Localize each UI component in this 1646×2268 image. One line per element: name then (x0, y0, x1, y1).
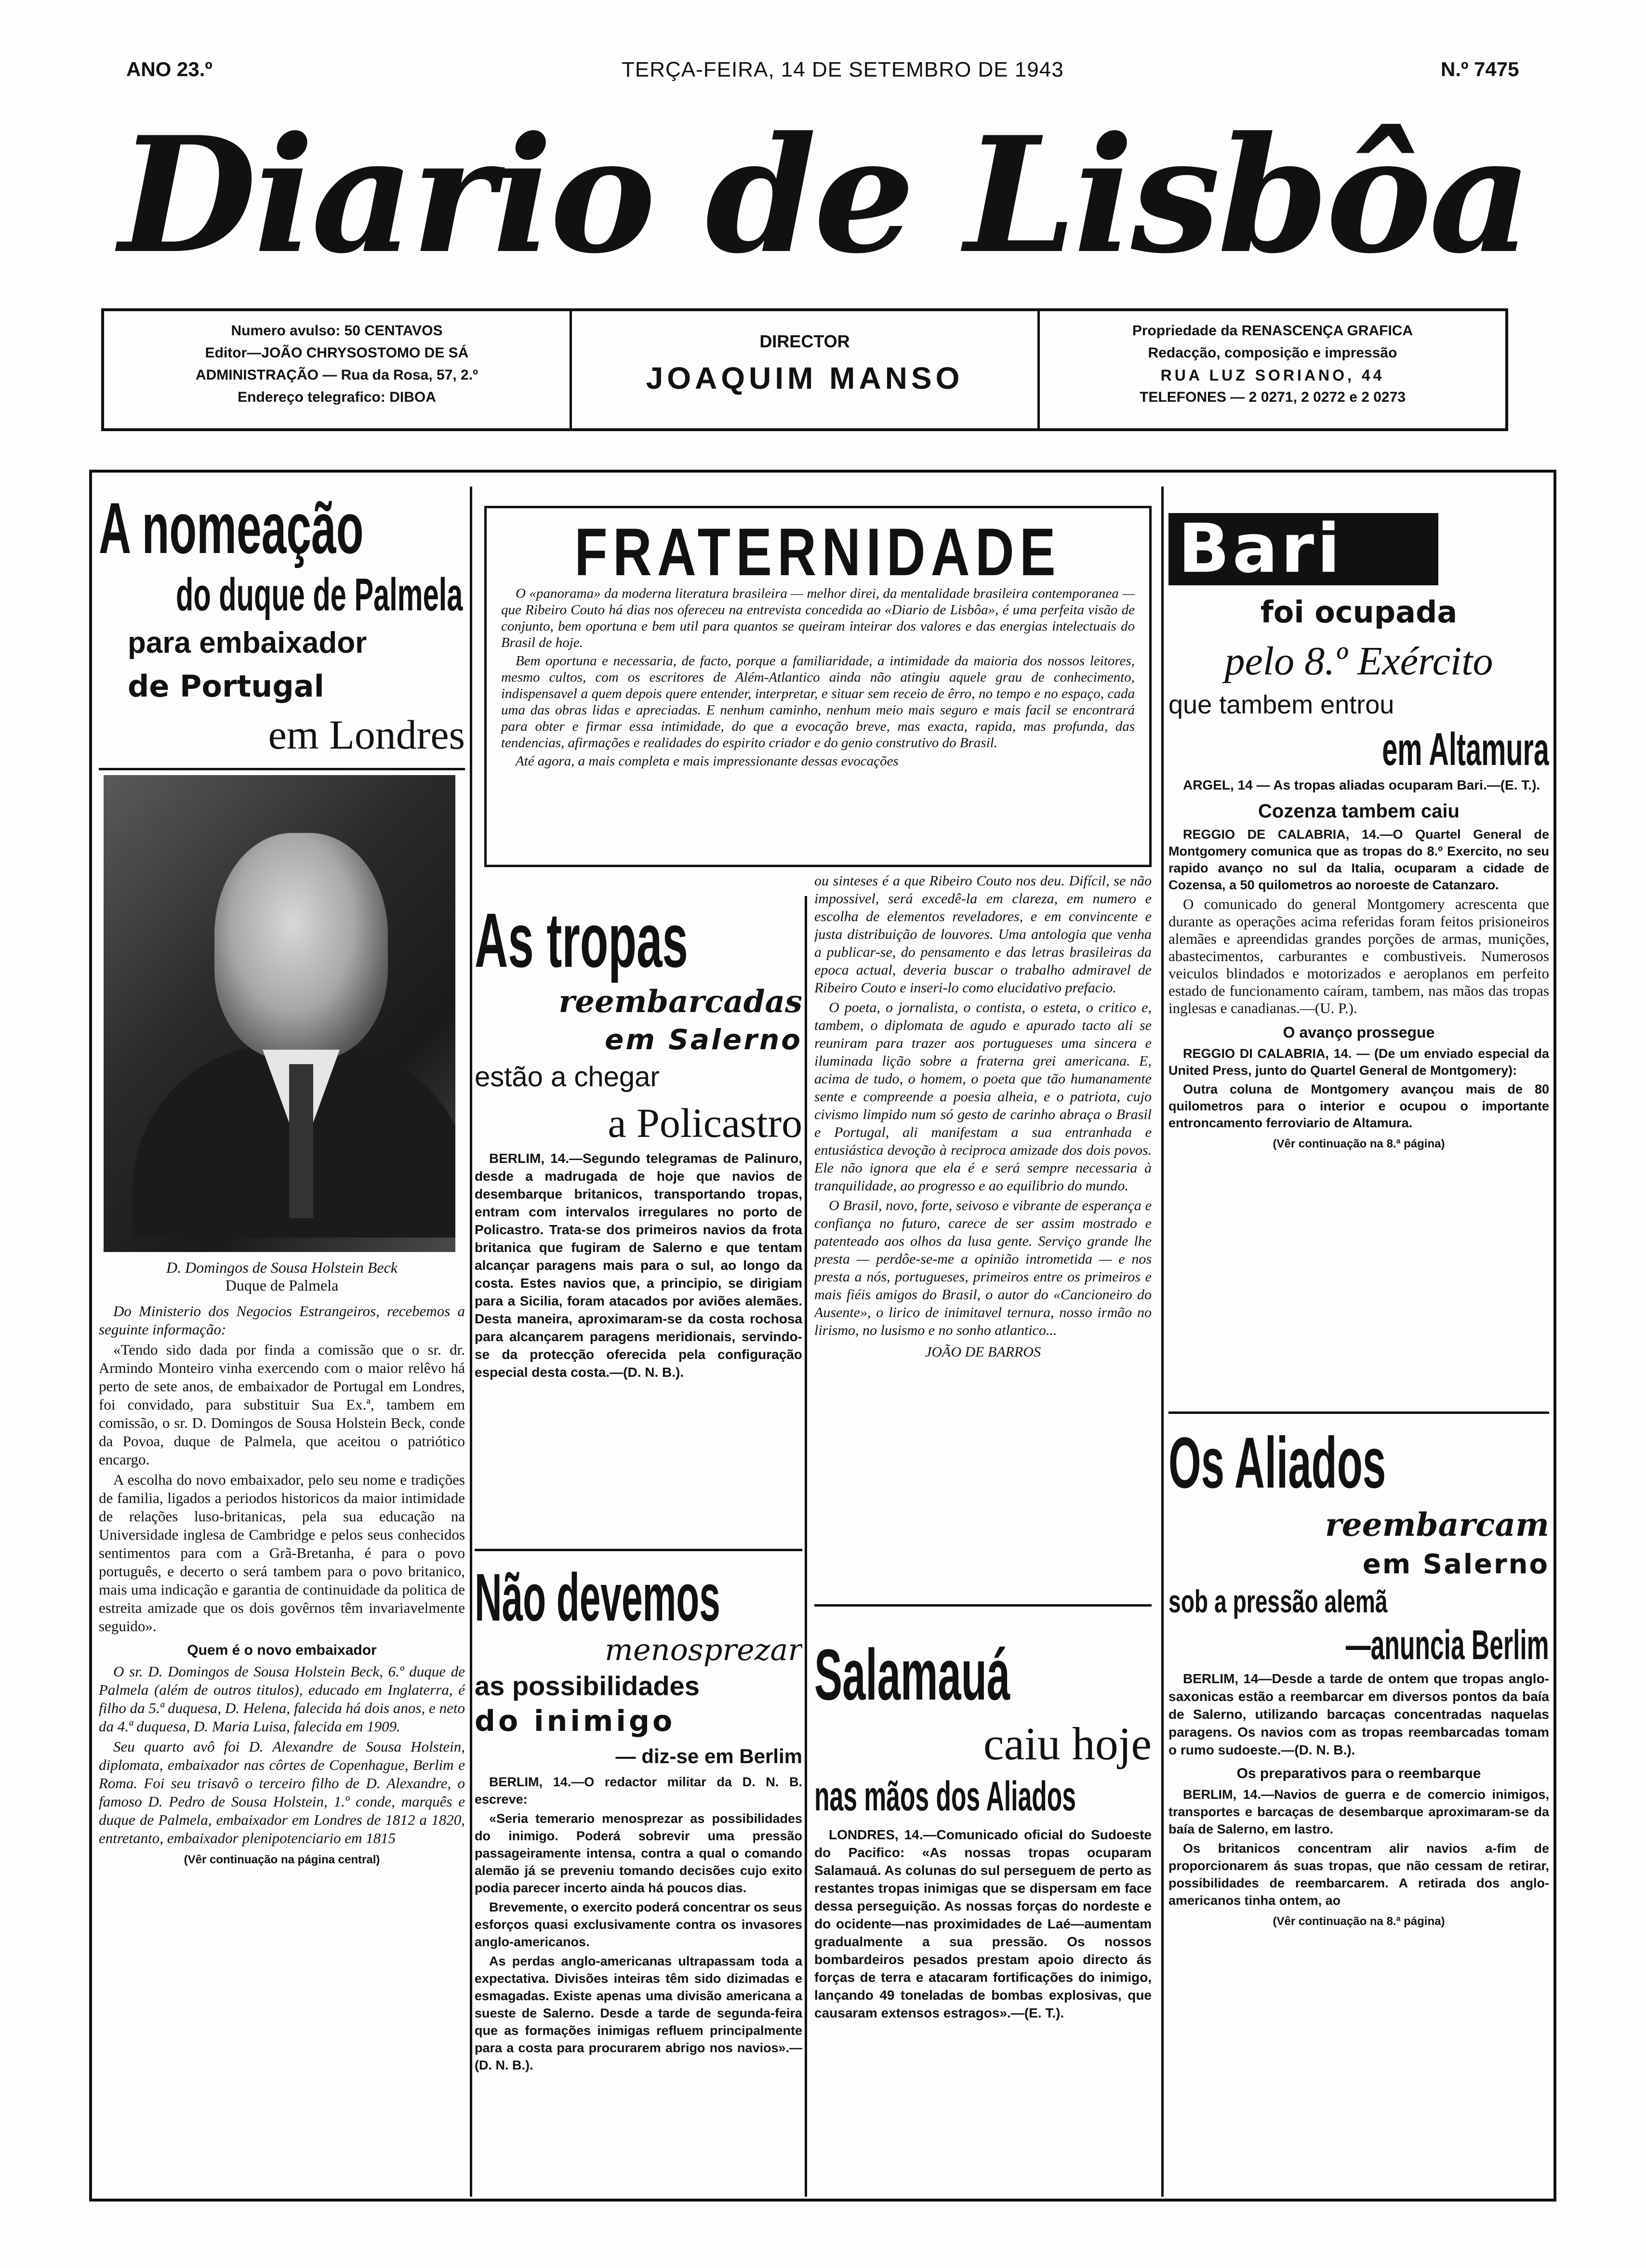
article-bari: Bari foi ocupada pelo 8.º Exército que tambem entrou em Altamura ARGEL, 14 — As tropas aliadas ocuparam Bari.—(E. T.). Cozenza tambem caiu REGGIO DE CALABRIA, 14.—O Quartel General de Montgomery comunica que as tropas do 8.º Exercito, no seu rapido avanço no sul da Italia, ocuparam a cidade de Cozensa, a 50 quilometros ao noroeste de Catanzaro. O comunicado do general Montgomery acrescenta que durante as operações acima referidas foram feitos prisioneiros alemães e apreendidas grandes porções de armas, munições, abastecimentos, carburantes e combustiveis. Numerosos veiculos blindados e motorizados e aeroplanos em perfeito estado de funcionamento caíram, tambem, nas mãos das tropas inglesas e canadianas.—(U. P.). O avanço prossegue REGGIO DI CALABRIA, 14. — (De um enviado especial da United Press, junto do Quartel General de Montgomery): Outra coluna de Montgomery avançou mais de 80 quilometros para o interior e ocupou o importante entroncamento ferroviario de Altamura. (Vêr continuação na 8.ª página) (1168, 510, 1549, 1150)
article-palmela: A nomeação do duque de Palmela para embaixador de Portugal em Londres D. Domingos de Sousa Holstein Beck Duque de Palmela Do Ministerio dos Negocios Estrangeiros, recebemos a seguinte informação: «Tendo sido dada por finda a comissão que o sr. dr. Armindo Monteiro vinha exercendo com o maior relêvo há perto de sete anos, de embaixador de Portugal em Londres, foi convidado, para substituir Sua Ex.ª, tambem em comissão, o sr. D. Domingos de Sousa Holstein Beck, conde da Povoa, duque de Palmela, que aceitou o patriótico encargo. A escolha do novo embaixador, pelo seu nome e tradições de familia, ligados a periodos historicos da maior intimidade de relações luso-britanicas, pela sua educação na Universidade inglesa de Cambridge e pelos seus conhecidos sentimentos para com a Grã-Bretanha, é para o povo português, e decerto o será tambem para o povo britanico, mais uma indicação e garantia de continuidade da politica de estreita amizade que os dois govêrnos têm invariavelmente seguido». Quem é o novo embaixador O sr. D. Domingos de Sousa Holstein Beck, 6.º duque de Palmela (além de outros titulos), educado em Inglaterra, é filho da 5.ª duquesa, D. Helena, falecida há dois anos, e neto da 4.ª duquesa, D. Maria Luisa, falecida em 1909. Seu quarto avô foi D. Alexandre de Sousa Holstein, diplomata, embaixador nas côrtes de Copenhague, Berlim e Roma. Foi seu trisavô o terceiro filho de D. Alexandre, o famoso D. Pedro de Sousa Holstein, 1.º conde, marquês e duque de Palmela, embaixador em Londres de 1812 a 1820, entretanto, embaixador plenipotenciario em 1815 (Vêr continuação na página central) (99, 487, 465, 2192)
headline-aliados-1: Os Aliados (1168, 1422, 1386, 1503)
issue-number: N.º 7475 (1441, 58, 1519, 80)
headline-salamaua-2: caiu hoje (983, 1718, 1152, 1769)
headline-aliados-2: reembarcam (1325, 1506, 1549, 1543)
headline-devemos-5: — diz-se em Berlim (615, 1745, 802, 1767)
subhead-preparativos: Os preparativos para o reembarque (1236, 1766, 1481, 1781)
headline-bari-4: que tambem entrou (1168, 690, 1394, 719)
article-nao-devemos: Não devemos menosprezar as possibilidades do inimigo — diz-se em Berlim BERLIM, 14.—O redactor militar da D. N. B. escreve: «Seria temerario menosprezar as possibilidades do inimigo. Poderá sobrevir uma pressão passageiramente intensa, contra a qual o comando alemão já se preveniu tomando decisões cujo exito podia parecer incerto ainda há poucos dias. Brevemente, o exercito poderá concentrar os seus esforços quasi exclusivamente contra os invasores anglo-americanos. As perdas anglo-americanas ultrapassam toda a expectativa. Divisões inteiras têm sido dizimadas e esmagadas. Existe apenas uma divisão americana a sueste de Salerno. Desde a tarde de segunda-feira que as formações inimigas refluem principalmente para a costa para procurarem abrigo nos navios».—(D. N. B.). (475, 1559, 802, 2072)
headline-palmela-1: A nomeação (99, 488, 364, 568)
headline-devemos-3: as possibilidades (475, 1671, 700, 1701)
subhead-novo-embaixador: Quem é o novo embaixador (187, 1642, 377, 1658)
headline-tropas-4: estão a chegar (475, 1061, 660, 1093)
masthead-title: Diario de Lisbôa (119, 102, 1529, 289)
article-tropas: As tropas reembarcadas em Salerno estão a chegar a Policastro BERLIM, 14.—Segundo telegramas de Palinuro, desde a madrugada de hoje que navios de desembarque britanicos, transportando tropas, entram com intervalos irregulares no porto de Policastro. Trata-se dos primeiros navios da frota britanica que fugiram de Salerno e que tentam alcançar paragens mais para o sul, ao longo da costa. Estes navios que, a principio, se dirigiam para a Sicilia, foram atacados por aviões alemães. Desta maneira, aproximaram-se da costa rochosa para alcançarem paragens meridionais, servindo-se da protecção oferecida pela configuração especial desta costa.—(D. N. B.). (475, 897, 802, 1380)
article-fraternidade: FRATERNIDADE O «panorama» da moderna literatura brasileira — melhor direi, da mentalidade brasileira contemporanea — que Ribeiro Couto há dias nos ofereceu na entrevista concedida ao «Diario de Lisbôa», é uma perfeita visão de conjunto, bem oportuna e bem util para quantos se queiram inteirar dos valores e das energias intelectuais do Brasil de hoje. Bem oportuna e necessaria, de facto, porque a familiaridade, a intimidade da maioria dos nossos leitores, mesmo cultos, com os escritores de Além-Atlantico ainda não atingiu aquele grau de conhecimento, indispensavel a quem depois quere entender, interpretar, e situar sem receio de êrro, no tempo e no espaço, cada uma das obras lidas e apreciadas. E nenhum caminho, nenhum meio mais seguro e mais facil se encontrará para obter e firmar essa intimidade, do que a evocação breve, mas exacta, rapida, mas profunda, das tendencias, afirmações e realidades do espirito criador e do genio construtivo do Brasil. Até agora, a mais completa e mais impressionante dessas evocações (484, 506, 1152, 867)
issue-date: TERÇA-FEIRA, 14 DE SETEMBRO DE 1943 (622, 58, 1064, 81)
photo-caption-2: Duque de Palmela (225, 1277, 339, 1294)
portrait-photo (104, 775, 455, 1252)
headline-bari-3: pelo 8.º Exército (1224, 639, 1493, 684)
headline-aliados-5: —anuncia Berlim (1346, 1622, 1549, 1668)
subhead-avanco: O avanço prossegue (1283, 1024, 1435, 1041)
headline-salamaua-3: nas mãos dos Aliados (814, 1773, 1076, 1820)
headline-devemos-1: Não devemos (475, 1559, 720, 1631)
column-rule (805, 896, 807, 2197)
issue-year: ANO 23.º (126, 58, 212, 80)
headline-devemos-2: menosprezar (605, 1632, 802, 1667)
headline-palmela-3: para embaixador (128, 626, 367, 659)
headline-tropas-1: As tropas (475, 897, 688, 983)
info-right: Propriedade da RENASCENÇA GRAFICA Redacção, composição e impressão RUA LUZ SORIANO, 44 TELEFONES — 2 0271, 2 0272 e 2 0273 (1132, 323, 1413, 405)
continuation-note: (Vêr continuação na 8.ª página) (1273, 1915, 1445, 1928)
info-left: Numero avulso: 50 CENTAVOS Editor—JOÃO CHRYSOSTOMO DE SÁ ADMINISTRAÇÃO — Rua da Rosa, 57, 2.º Endereço telegrafico: DIBOA (104, 311, 572, 428)
article-salamaua: Salamauá caiu hoje nas mãos dos Aliados LONDRES, 14.—Comunicado oficial do Sudoeste do Pacifico: «As nossas tropas ocuparam Salamauá. As colunas do sul perseguem de perto as restantes tropas inimigas que se dispersam em face dessa perseguição. As nossas forças do nordeste e do ocidente—nas proximidades de Laé—aumentam gradualmente a sua pressão. Os nossos bombardeiros pesados prestam apoio directo ás forças de terra e atacaram fortificações do inimigo, lançando 49 toneladas de bombas explosivas, que causaram extensos estragos».—(E. T.). (814, 1634, 1152, 2020)
headline-bari-1: Bari (1168, 513, 1438, 585)
headline-aliados-4: sob a pressão alemã (1168, 1583, 1388, 1619)
masthead-info-box (101, 308, 1508, 431)
continuation-note: (Vêr continuação na 8.ª página) (1273, 1137, 1445, 1150)
headline-palmela-4: de Portugal (128, 669, 324, 704)
info-director: DIRECTOR JOAQUIM MANSO (572, 311, 1040, 428)
headline-bari-2: foi ocupada (1260, 594, 1458, 630)
headline-salamaua-1: Salamauá (814, 1634, 1010, 1715)
subhead-cozenza: Cozenza tambem caiu (1258, 801, 1460, 822)
article-fraternidade-continued: ou sinteses é a que Ribeiro Couto nos deu. Difícil, se não impossivel, será excedê-la em clareza, em numero e escolha de elementos reveladores, e em convincente e justa distribuição de louvores. Uma antologia que venha a publicar-se, do pensamento e das letras brasileiras da epoca actual, deveria buscar o trabalho admiravel de Ribeiro Couto e inseri-lo como elucidativo prefacio. O poeta, o jornalista, o contista, o esteta, o critico e, tambem, o diplomata de agudo e apurado tacto ali se reuniram para trazer aos portugueses uma sincera e iluminada lição sobre a fraterna grei americana. E, acima de tudo, o homem, o poeta que tão humanamente sente e compreende a poesia alheia, e o patriota, cujo civismo limpido num só gesto de carinho abraça o Brasil e Portugal, ali manifestam a sua entranhada e entusiástica devoção à reciproca amizade dos dois povos. Ele não ignora que ela é e será sempre necessaria à tranquilidade, ao progresso e ao equilibrio do mundo. O Brasil, novo, forte, seivoso e vibrante de esperança e confiança no futuro, carece de ser assim mostrado e patenteado aos olhos da lusa gente. Serviço grande lhe presta — perdôe-se-me a opinião intrometida — e nos presta a nós, portugueses, primeiros entre os primeiros e mais fiéis amigos do Brasil, o autor do «Cancioneiro do Ausente», o lirico de inimitavel ternura, nosso irmão no lirismo, no lusismo e no sonho atlantico... JOÃO DE BARROS (814, 873, 1152, 1360)
headline-palmela-2: do duque de Palmela (176, 569, 463, 620)
column-rule (470, 487, 472, 2197)
signature: JOÃO DE BARROS (925, 1344, 1041, 1360)
article-aliados: Os Aliados reembarcam em Salerno sob a pressão alemã —anuncia Berlim BERLIM, 14—Desde a tarde de ontem que tropas anglo-saxonicas estão a reembarcar em diversos pontos da baía de Salerno, utilizando barcaças concentradas naquelas paragens. Os navios com as tropas reembarcadas tomam o rumo sudoeste.—(D. N. B.). Os preparativos para o reembarque BERLIM, 14.—Navios de guerra e de comercio inimigos, transportes e barcaças de desembarque aproximaram-se da baía de Salerno, em lastro. Os britanicos concentram alir navios a-fim de proporcionarem ás suas tropas, que não cessam de retirar, possibilidades de reembarcarem. A retirada dos anglo-americanos tinha ontem, ao (Vêr continuação na 8.ª página) (1168, 1422, 1549, 1928)
headline-tropas-5: a Policastro (608, 1100, 802, 1146)
continuation-note: (Vêr continuação na página central) (184, 1853, 380, 1866)
headline-bari-5: em Altamura (1382, 724, 1549, 775)
headline-fraternidade: FRATERNIDADE (574, 514, 1062, 585)
headline-aliados-3: em Salerno (1362, 1549, 1549, 1580)
headline-tropas-2: reembarcadas (558, 984, 802, 1020)
headline-tropas-3: em Salerno (605, 1023, 802, 1056)
headline-devemos-4: do inimigo (475, 1704, 676, 1738)
column-rule (1161, 487, 1164, 2197)
photo-caption: D. Domingos de Sousa Holstein Beck (166, 1259, 398, 1276)
headline-palmela-5: em Londres (268, 712, 465, 758)
